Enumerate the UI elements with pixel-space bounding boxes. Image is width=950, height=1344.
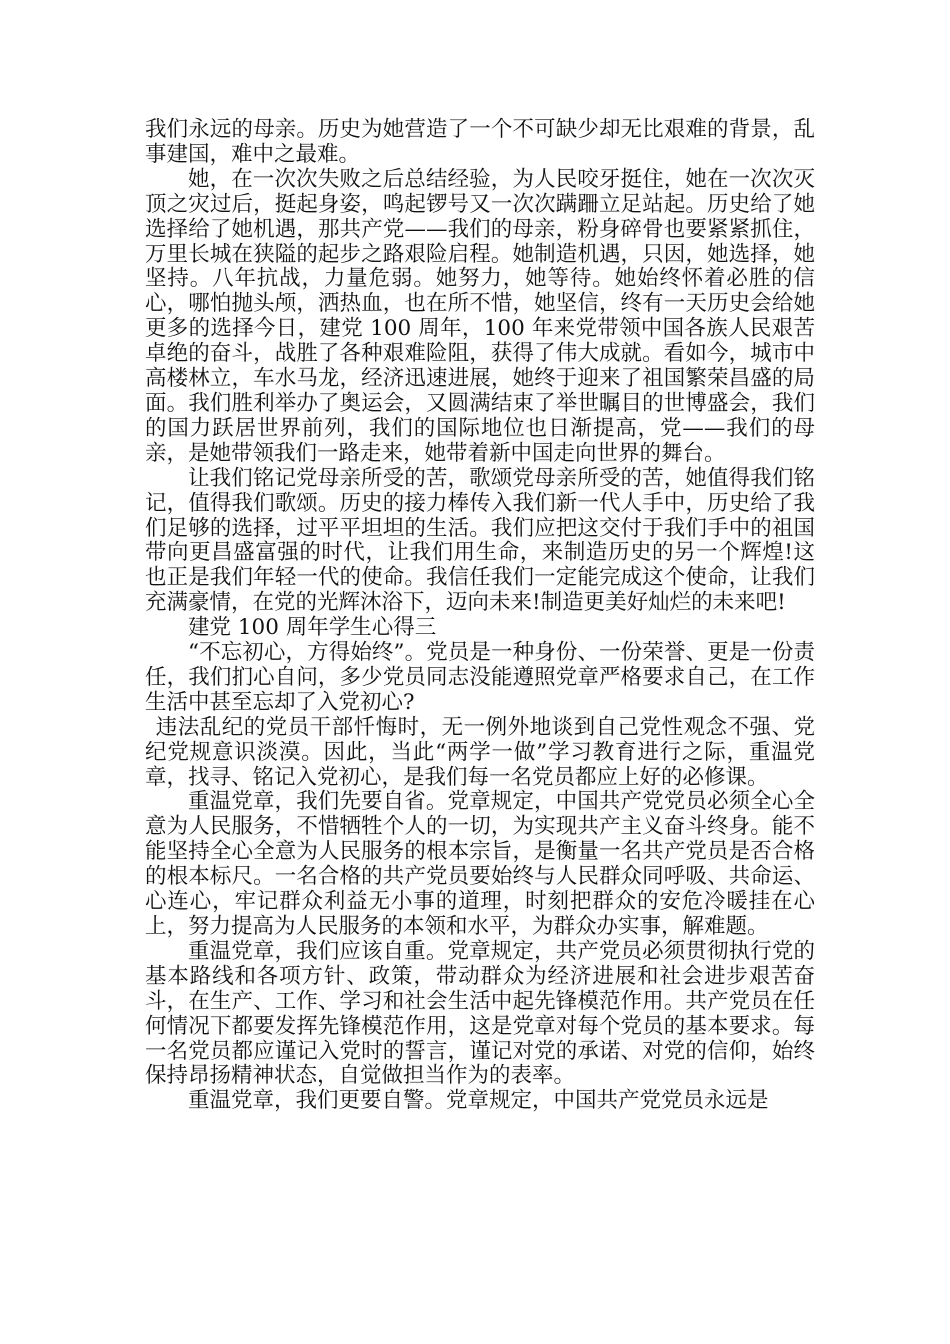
paragraph-self-alert: 重温党章，我们更要自警。党章规定，中国共产党党员永远是	[188, 1088, 769, 1114]
paragraph-mother-struggle: 她，在一次次失败之后总结经验，为人民咬牙挺住，她在一次次灭顶之灾过后，挺起身姿，鸣起锣号又一次次蹒跚立足站起。历史给了她选择给了她机遇，那共产党——我们的母亲，粉身碎骨也要紧紧抓住，万里长城在狭隘的起步之路艰险启程。她制造机遇，只因，她选择，她坚持。八年抗战，力量危弱。她努力，她等待。她始终怀着必胜的信心，哪怕抛头颅，洒热血，也在所不惜，她坚信，终有一天历史会给她更多的选择今日，建党 100 周年，100 年来党带领中国各族人民艰苦卓绝的奋斗，战胜了各种艰难险阻，获得了伟大成就。看如今，城市中高楼林立，车水马龙，经济迅速进展，她终于迎来了祖国繁荣昌盛的局面。我们胜利举办了奥运会，又圆满结束了举世瞩目的世博盛会，我们的国力跃居世界前列，我们的国际地位也日渐提高，党——我们的母亲，是她带领我们一路走来，她带着新中国走向世界的舞台。	[145, 166, 815, 466]
paragraph-remember: 让我们铭记党母亲所受的苦，歌颂党母亲所受的苦，她值得我们铭记，值得我们歌颂。历史的接力棒传入我们新一代人手中，历史给了我们足够的选择，过平平坦坦的生活。我们应把这交付于我们手中的祖国带向更昌盛富强的时代，让我们用生命，来制造历史的另一个辉煌!这也正是我们年轻一代的使命。我信任我们一定能完成这个使命，让我们充满豪情，在党的光辉沐浴下，迈向未来!制造更美好灿烂的未来吧!	[145, 465, 815, 616]
document-body	[145, 118, 815, 1114]
paragraph-self-respect: 重温党章，我们应该自重。党章规定，共产党员必须贯彻执行党的基本路线和各项方针、政策，带动群众为经济进展和社会进步艰苦奋斗，在生产、工作、学习和社会生活中起先锋模范作用。共产党员在任何情况下都要发挥先锋模范作用，这是党章对每个党员的基本要求。每一名党员都应谨记入党时的誓言，谨记对党的承诺、对党的信仰，始终保持昂扬精神状态，自觉做担当作为的表率。	[145, 938, 815, 1089]
paragraph-self-reflection: 重温党章，我们先要自省。党章规定，中国共产党党员必须全心全意为人民服务，不惜牺牲个人的一切，为实现共产主义奋斗终身。能不能坚持全心全意为人民服务的根本宗旨，是衡量一名共产党员是否合格的根本标尺。一名合格的共产党员要始终与人民群众同呼吸、共命运、心连心，牢记群众利益无小事的道理，时刻把群众的安危冷暖挂在心上，努力提高为人民服务的本领和水平，为群众办实事，解难题。	[145, 789, 815, 939]
paragraph-intro: 我们永远的母亲。历史为她营造了一个不可缺少却无比艰难的背景，乱事建国，难中之最难。	[145, 117, 815, 167]
paragraph-original-aspiration: “不忘初心，方得始终”。党员是一种身份、一份荣誉、更是一份责任，我们扪心自问，多少党员同志没能遵照党章严格要求自己，在工作生活中甚至忘却了入党初心?	[145, 640, 815, 715]
section-heading: 建党 100 周年学生心得三	[188, 615, 437, 641]
paragraph-discipline: 违法乱纪的党员干部忏悔时，无一例外地谈到自己党性观念不强、党纪党规意识淡漠。因此，当此“两学一做”学习教育进行之际，重温党章，找寻、铭记入党初心，是我们每一名党员都应上好的必修课。	[145, 714, 815, 790]
